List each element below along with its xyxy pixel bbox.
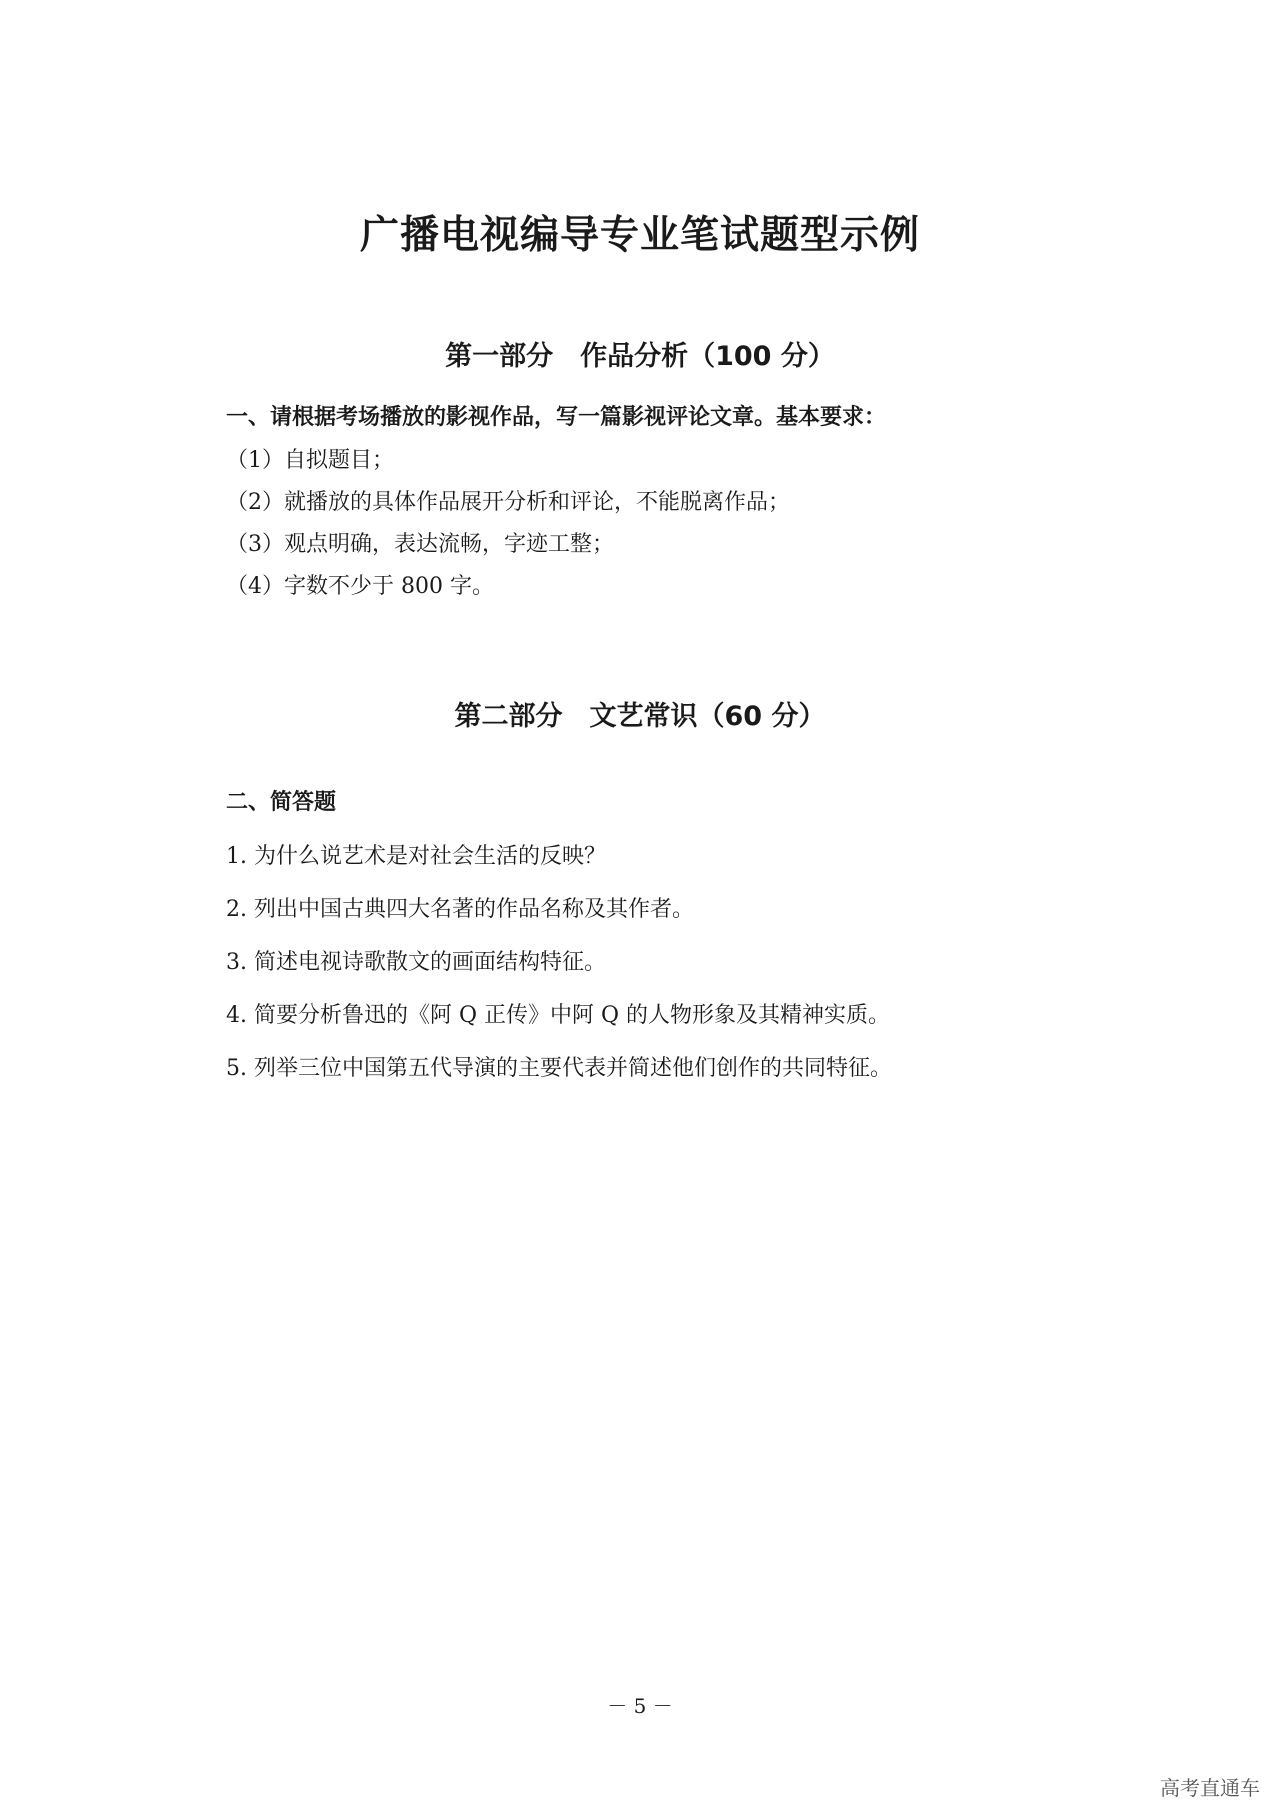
short-answer-item: 1. 为什么说艺术是对社会生活的反映？ [226, 844, 606, 869]
short-answer-item: 4. 简要分析鲁迅的《阿 Q 正传》中阿 Q 的人物形象及其精神实质。 [226, 1003, 891, 1028]
question-2-title: 二、简答题 [226, 790, 337, 815]
short-answer-item: 5. 列举三位中国第五代导演的主要代表并简述他们创作的共同特征。 [226, 1056, 892, 1081]
question-1-title: 一、请根据考场播放的影视作品，写一篇影视评论文章。基本要求： [226, 405, 887, 430]
requirement-item: （1）自拟题目； [226, 448, 394, 473]
short-answer-list [226, 830, 892, 1095]
requirement-item: （3）观点明确，表达流畅，字迹工整； [226, 532, 614, 557]
watermark-text: 高考直通车 [1160, 1776, 1260, 1800]
part2-heading: 第二部分 文艺常识（60 分） [454, 701, 826, 732]
page-number: － 5 － [607, 1694, 673, 1718]
part1-heading: 第一部分 作品分析（100 分） [445, 341, 835, 372]
short-answer-item: 3. 简述电视诗歌散文的画面结构特征。 [226, 950, 606, 975]
requirement-item: （2）就播放的具体作品展开分析和评论，不能脱离作品； [226, 490, 790, 515]
requirement-item: （4）字数不少于 800 字。 [226, 574, 494, 599]
short-answer-item: 2. 列出中国古典四大名著的作品名称及其作者。 [226, 897, 694, 922]
requirements-list [226, 440, 790, 608]
document-title: 广播电视编导专业笔试题型示例 [359, 213, 920, 258]
